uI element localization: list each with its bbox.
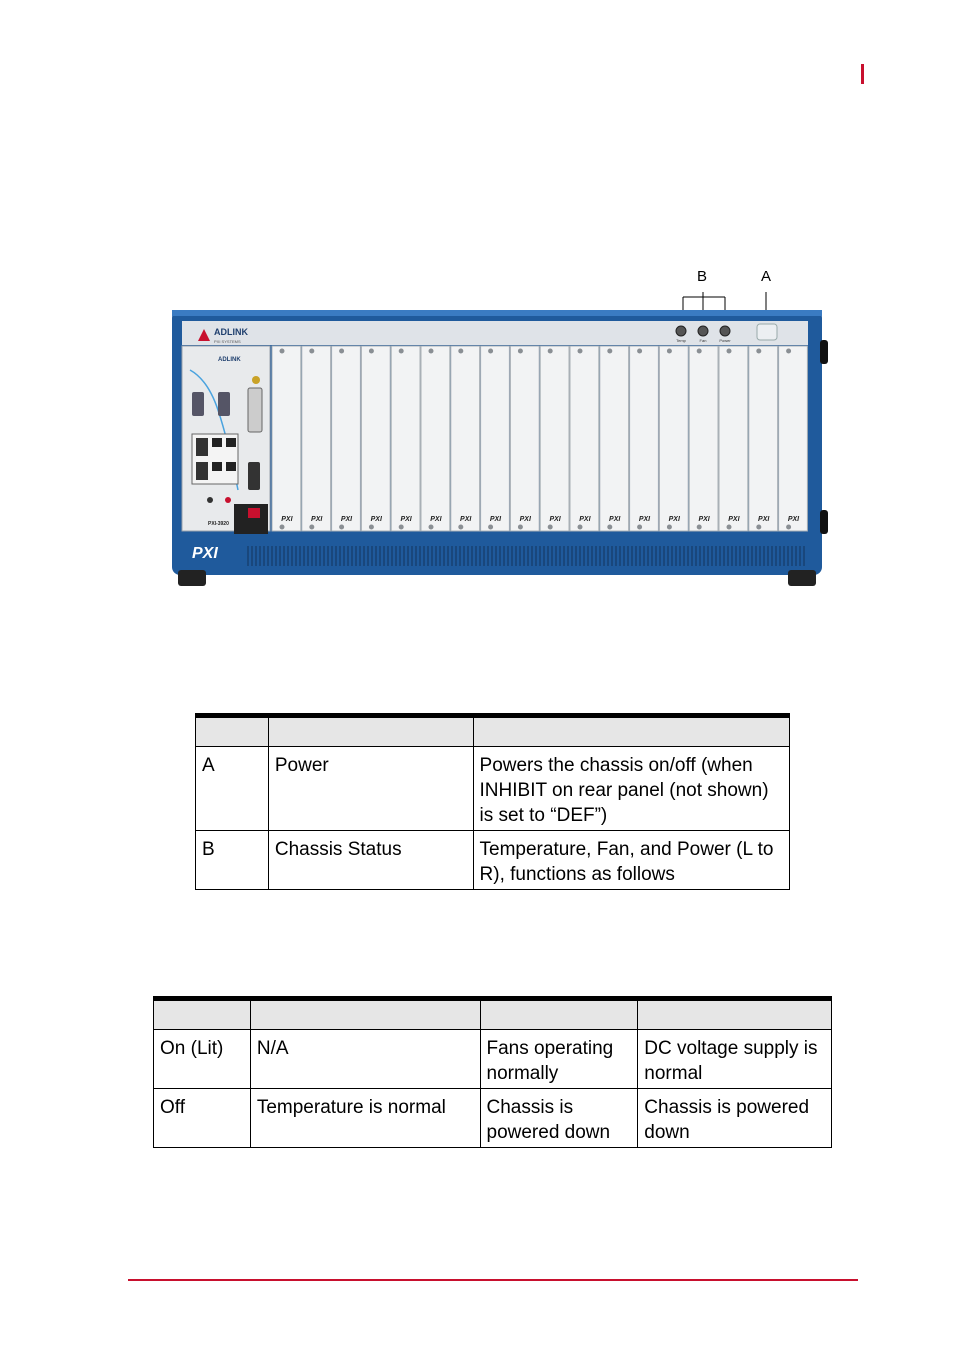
svg-text:PXI: PXI (638, 516, 651, 523)
table-header-row (154, 999, 832, 1030)
slot-panel (570, 346, 599, 531)
table-row (196, 747, 790, 831)
table-cell: Power (268, 747, 473, 831)
svg-text:PXI: PXI (340, 516, 353, 523)
slot-panel (391, 346, 420, 531)
temp-led-icon (676, 326, 686, 336)
svg-text:PXI: PXI (549, 516, 561, 523)
table-row (196, 831, 790, 890)
table-cell: N/A (250, 1030, 480, 1089)
table-cell: Chassis is powered down (638, 1089, 832, 1148)
svg-text:PXI: PXI (787, 516, 800, 523)
svg-text:PXI: PXI (668, 516, 680, 523)
svg-text:PXI: PXI (758, 516, 770, 523)
table-header-cell (268, 716, 473, 747)
table-header-row (196, 716, 790, 747)
table-cell: B (196, 831, 269, 890)
callout-a-label: A (761, 268, 772, 285)
svg-text:PXI: PXI (698, 516, 710, 523)
slot-panel (779, 346, 808, 531)
table-cell: Powers the chassis on/off (when INHIBIT on rear panel (not shown) is set to “DEF”) (473, 747, 789, 831)
table-cell: Off (154, 1089, 251, 1148)
status-led-group (676, 326, 731, 343)
table-cell: DC voltage supply is normal (638, 1030, 832, 1089)
status-led-table (153, 996, 832, 1148)
callout-b-label: B (697, 268, 708, 285)
table-cell: Chassis is powered down (480, 1089, 638, 1148)
svg-text:Power: Power (719, 338, 731, 343)
table-header-cell (480, 999, 638, 1030)
chassis-foot (178, 570, 206, 586)
svg-text:PXI: PXI (281, 516, 293, 523)
pxi-logo: PXI (192, 545, 218, 562)
power-led-icon (720, 326, 730, 336)
footer-rule (128, 1279, 858, 1281)
table-row (154, 1030, 832, 1089)
svg-text:PXI: PXI (579, 516, 591, 523)
chassis-side-handle (820, 340, 828, 364)
slot-panel (421, 346, 450, 531)
table-header-cell (473, 716, 789, 747)
front-panel-controls-table (195, 713, 790, 890)
brand-logo: ADLINK (214, 327, 248, 337)
table-header-cell (250, 999, 480, 1030)
svg-text:PXI-3920: PXI-3920 (208, 521, 229, 527)
svg-text:ADLINK: ADLINK (218, 357, 241, 363)
slot-panel (689, 346, 718, 531)
slot-panel (630, 346, 659, 531)
table-cell: Temperature, Fan, and Power (L to R), functions as follows (473, 831, 789, 890)
table-cell: On (Lit) (154, 1030, 251, 1089)
table-cell: A (196, 747, 269, 831)
slot-panel (749, 346, 778, 531)
slot-panel (361, 346, 390, 531)
svg-text:Fan: Fan (699, 338, 707, 343)
slot-panel (451, 346, 480, 531)
slot-panel (719, 346, 748, 531)
slot-panel (272, 346, 301, 531)
svg-text:PXI: PXI (609, 516, 621, 523)
power-button (757, 324, 777, 340)
svg-text:PXI: PXI (460, 516, 472, 523)
svg-text:PXI: PXI (400, 516, 412, 523)
table-header-cell (154, 999, 251, 1030)
table-cell: Chassis Status (268, 831, 473, 890)
top-label-strip (182, 321, 808, 345)
slot-panel (481, 346, 510, 531)
table-cell: Fans operating normally (480, 1030, 638, 1089)
slot-panel (600, 346, 629, 531)
dvi-port-icon (248, 388, 262, 432)
svg-text:PXI: PXI (430, 516, 442, 523)
serial-port-icon (192, 392, 204, 416)
fan-led-icon (698, 326, 708, 336)
svg-text:PXI: PXI (370, 516, 382, 523)
svg-text:Temp: Temp (676, 338, 686, 343)
table-header-cell (196, 716, 269, 747)
slot-panel (302, 346, 331, 531)
svg-text:PXI: PXI (519, 516, 531, 523)
header-red-marker (861, 64, 864, 84)
slot-panel (332, 346, 361, 531)
table-row (154, 1089, 832, 1148)
table-cell: Temperature is normal (250, 1089, 480, 1148)
peripheral-slots (272, 346, 807, 531)
svg-text:PXI: PXI (489, 516, 502, 523)
table-header-cell (638, 999, 832, 1030)
svg-text:PXI: PXI (728, 516, 740, 523)
svg-text:PXI: PXI (311, 516, 323, 523)
slot-panel (540, 346, 569, 531)
slot-panel (659, 346, 688, 531)
chassis-front-panel-figure (168, 290, 843, 595)
svg-text:PXI SYSTEMS: PXI SYSTEMS (214, 339, 241, 344)
slot-panel (510, 346, 539, 531)
